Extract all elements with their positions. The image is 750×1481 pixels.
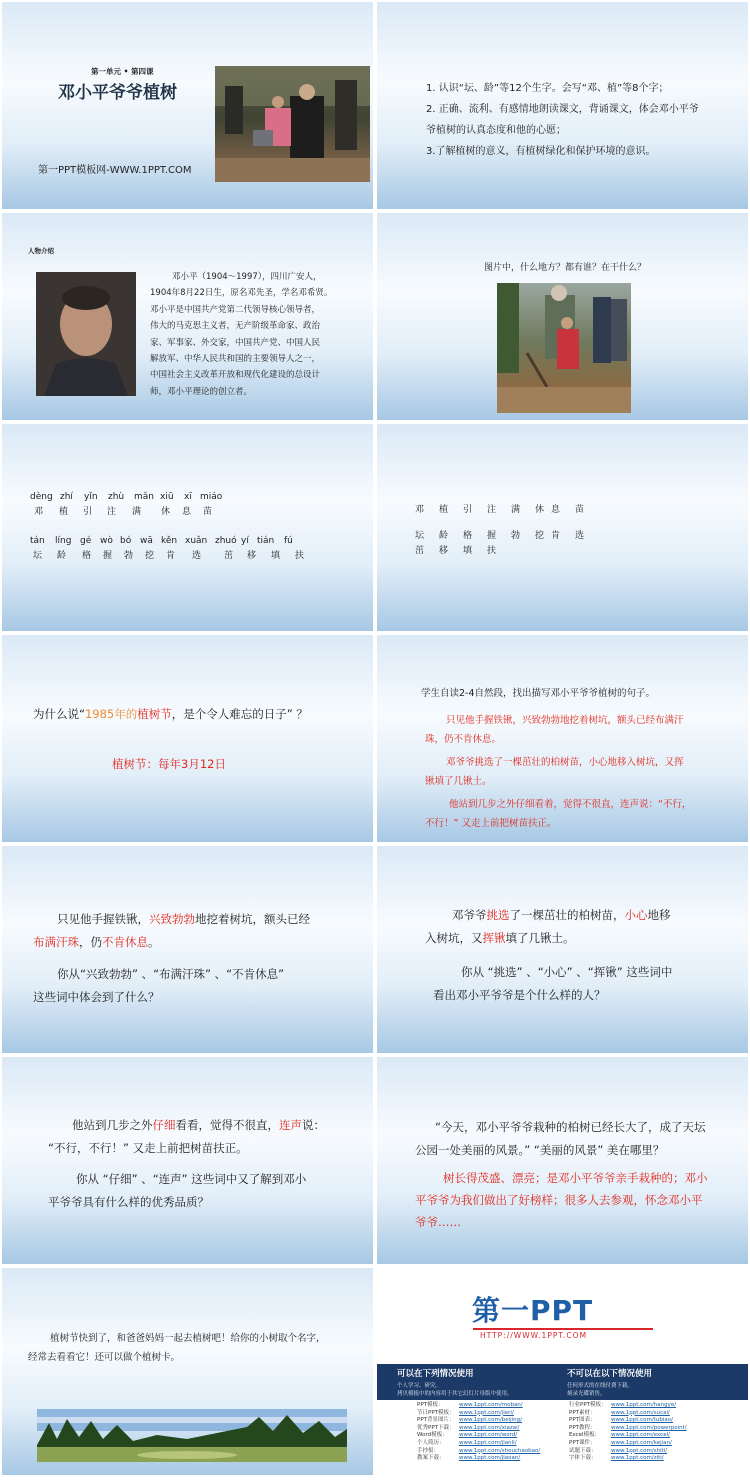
bio-line: 伟大的马克思主义者，无产阶级革命家、政治 bbox=[150, 321, 321, 332]
cannot-use-item: 刻录光碟销售。 bbox=[567, 1391, 606, 1398]
pinyin: kěn bbox=[161, 536, 178, 546]
sentence-text: 看看，觉得不很直， bbox=[175, 1118, 279, 1132]
character: 息 bbox=[182, 507, 192, 517]
question-line: 看出邓小平爷爷是个什么样的人？ bbox=[433, 988, 606, 1002]
slide-7-arbor-day[interactable] bbox=[2, 635, 373, 842]
character: 注 bbox=[487, 505, 497, 515]
link-key: 手抄报： bbox=[417, 1447, 440, 1454]
sentence-text: 入树坑，又 bbox=[425, 931, 483, 945]
link-url[interactable]: www.1ppt.com/powerpoint/ bbox=[611, 1424, 687, 1431]
character: 休 bbox=[535, 505, 545, 515]
pinyin: yí bbox=[241, 536, 249, 546]
link-key: PPT图表： bbox=[569, 1417, 596, 1424]
character: 茁 bbox=[415, 546, 425, 556]
pinyin: yǐn bbox=[84, 492, 98, 502]
question-line: 你从 “挑选” 、“小心” 、“挥锹” 这些词中 bbox=[461, 965, 673, 979]
link-key: 行业PPT模板： bbox=[569, 1402, 607, 1408]
answer-line: 平爷爷为我们做出了好榜样；很多人去参观，怀念邓小平 bbox=[415, 1193, 703, 1207]
bio-text bbox=[150, 269, 332, 400]
can-use-list bbox=[397, 1382, 513, 1399]
link-key: 试题下载： bbox=[569, 1447, 597, 1454]
slide-12-scenery[interactable] bbox=[377, 1057, 748, 1264]
usage-panel bbox=[377, 1364, 748, 1475]
character: 肯 bbox=[166, 551, 176, 561]
cannot-use-list bbox=[567, 1382, 633, 1399]
objective-line: 3.了解植树的意义，有植树绿化和保护环境的意识。 bbox=[426, 146, 656, 157]
character: 肯 bbox=[551, 531, 561, 541]
char-row-1 bbox=[415, 504, 595, 518]
link-key: PPT素材： bbox=[569, 1409, 596, 1416]
sentence-text: 地移 bbox=[647, 908, 671, 922]
highlight-word: 挥锹 bbox=[482, 931, 506, 945]
character: 满 bbox=[132, 507, 142, 517]
char-row-2 bbox=[415, 530, 595, 544]
pinyin-row-1 bbox=[30, 491, 226, 505]
link-url[interactable]: www.1ppt.com/ziti/ bbox=[611, 1455, 664, 1462]
pinyin: líng bbox=[55, 536, 72, 546]
logo-text: 第一PPT bbox=[472, 1294, 594, 1327]
pinyin: fú bbox=[284, 536, 293, 546]
character: 选 bbox=[575, 531, 585, 541]
link-key: 节日PPT模板： bbox=[417, 1409, 455, 1416]
objective-line: 爷植树的认真态度和他的心愿； bbox=[426, 125, 566, 136]
slide-11-word-analysis[interactable] bbox=[2, 1057, 373, 1264]
pinyin: gé bbox=[80, 536, 92, 546]
link-key: PPT教程： bbox=[569, 1424, 596, 1431]
link-key: Excel模板： bbox=[569, 1432, 601, 1439]
character: 引 bbox=[463, 505, 473, 515]
character: 苗 bbox=[203, 507, 213, 517]
quote-line: 锹填了几锹土。 bbox=[425, 776, 492, 787]
sentence-block bbox=[33, 908, 310, 954]
can-use-item: 个人学习、研究。 bbox=[397, 1383, 442, 1389]
site-label: 第一PPT模板网-WWW.1PPT.COM bbox=[38, 165, 192, 176]
link-url[interactable]: www.1ppt.com/kejian/ bbox=[611, 1439, 672, 1446]
brand-logo bbox=[472, 1295, 593, 1327]
highlight-word: 小心 bbox=[624, 908, 648, 922]
link-url[interactable]: www.1ppt.com/sucai/ bbox=[611, 1409, 670, 1416]
character: 选 bbox=[192, 551, 202, 561]
link-url[interactable]: www.1ppt.com/xiazai/ bbox=[459, 1424, 520, 1431]
link-key: 优秀PPT下载： bbox=[417, 1424, 455, 1431]
character: 格 bbox=[82, 551, 92, 561]
character: 握 bbox=[103, 551, 113, 561]
objective-line: 1. 认识“坛、龄”等12个生字。会写“邓、植”等8个字； bbox=[426, 83, 669, 94]
link-url[interactable]: www.1ppt.com/tubiao/ bbox=[611, 1417, 673, 1424]
sentence-text: 邓爷爷 bbox=[452, 908, 487, 922]
link-key: Word模板： bbox=[417, 1432, 448, 1439]
question-text: 为什么说“ bbox=[33, 707, 85, 721]
lesson-title: 邓小平爷爷植树 bbox=[58, 83, 177, 103]
character: 植 bbox=[439, 505, 449, 515]
highlight-word: 挑选 bbox=[486, 908, 510, 922]
bio-heading: 人物介绍 bbox=[28, 247, 54, 255]
character: 扶 bbox=[295, 551, 305, 561]
question-block bbox=[33, 963, 284, 1009]
pinyin: zhí bbox=[60, 492, 73, 502]
sentence-text: 地挖着树坑，额头已经 bbox=[195, 912, 310, 926]
pinyin: wò bbox=[100, 536, 113, 546]
quote-sentences bbox=[425, 711, 691, 833]
character: 勃 bbox=[511, 531, 521, 541]
arbor-day-answer: 植树节：每年3月12日 bbox=[112, 757, 226, 771]
pinyin: mǎn bbox=[134, 492, 154, 502]
character: 移 bbox=[439, 546, 449, 556]
link-url[interactable]: www.1ppt.com/jieri/ bbox=[459, 1409, 514, 1416]
bio-line: 解放军、中华人民共和国的主要领导人之一， bbox=[150, 354, 321, 365]
pinyin: wā bbox=[140, 536, 153, 546]
pinyin: xiū bbox=[160, 492, 174, 502]
links-left bbox=[417, 1402, 540, 1463]
link-url[interactable]: www.1ppt.com/beijing/ bbox=[459, 1417, 523, 1424]
pinyin: bó bbox=[120, 536, 132, 546]
slide-1-title[interactable] bbox=[2, 2, 373, 209]
portrait-photo bbox=[36, 272, 136, 396]
highlight-word: 仔细 bbox=[152, 1118, 176, 1132]
sentence-text: 了一棵茁壮的柏树苗， bbox=[509, 908, 625, 922]
character: 邓 bbox=[34, 507, 44, 517]
usage-band bbox=[377, 1364, 748, 1400]
quote-line: 邓爷爷挑选了一棵茁壮的柏树苗，小心地移入树坑，又挥 bbox=[446, 757, 684, 768]
question-line: 你从“兴致勃勃” 、“布满汗珠” 、“不肯休息” bbox=[57, 967, 285, 981]
slide-8-reading-task[interactable] bbox=[377, 635, 748, 842]
link-key: 个人简历： bbox=[417, 1439, 445, 1446]
sentence-block bbox=[48, 1114, 325, 1160]
sentence-text: “不行，不行！” 又走上前把树苗扶正。 bbox=[48, 1141, 248, 1155]
sentence-text: 只见他手握铁锹， bbox=[57, 912, 149, 926]
character: 龄 bbox=[57, 551, 67, 561]
character: 龄 bbox=[439, 531, 449, 541]
character: 坛 bbox=[33, 551, 43, 561]
forest-landscape-photo bbox=[37, 1409, 347, 1462]
character: 息 bbox=[551, 505, 561, 515]
lesson-subtitle: 第一单元 • 第四课 bbox=[91, 67, 154, 76]
scenery-question bbox=[415, 1116, 705, 1162]
highlight-word: 兴致勃勃 bbox=[149, 912, 195, 926]
question-line: “今天，邓小平爷爷栽种的柏树已经长大了，成了天坛 bbox=[435, 1120, 706, 1134]
character: 引 bbox=[83, 507, 93, 517]
slide-13-homework[interactable] bbox=[2, 1268, 373, 1475]
question-text: ，是个令人难忘的日子” ？ bbox=[171, 707, 308, 721]
character: 苗 bbox=[575, 505, 585, 515]
slide-9-word-analysis[interactable] bbox=[2, 846, 373, 1053]
arbor-day-question bbox=[33, 706, 308, 724]
pinyin: xuǎn bbox=[185, 536, 208, 546]
link-url[interactable]: www.1ppt.com/jiaoan/ bbox=[459, 1455, 521, 1462]
link-key: 字体下载： bbox=[569, 1455, 597, 1462]
highlight-word: 不肯休息 bbox=[102, 935, 148, 949]
char-row-2 bbox=[33, 550, 315, 564]
slide-5-pinyin-characters[interactable] bbox=[2, 424, 373, 631]
character: 移 bbox=[247, 551, 257, 561]
character: 茁 bbox=[224, 551, 234, 561]
answer-line: 爷爷…… bbox=[415, 1215, 461, 1229]
character: 满 bbox=[511, 505, 521, 515]
bio-line: 邓小平（1904～1997），四川广安人， bbox=[172, 272, 322, 282]
character: 邓 bbox=[415, 505, 425, 515]
answer-line: 树长得茂盛、漂亮；是邓小平爷爷亲手栽种的；邓小 bbox=[443, 1171, 708, 1185]
tree-planting-photo bbox=[215, 66, 370, 182]
character: 格 bbox=[463, 531, 473, 541]
link-key: PPT课件： bbox=[569, 1439, 596, 1446]
pinyin: zhù bbox=[108, 492, 125, 502]
quote-line: 只见他手握铁锹，兴致勃勃地挖着树坑，额头已经布满汗 bbox=[446, 715, 684, 726]
pinyin: dèng bbox=[30, 492, 53, 502]
question-line: 平爷爷具有什么样的优秀品质？ bbox=[48, 1195, 209, 1209]
character: 植 bbox=[59, 507, 69, 517]
link-url[interactable]: www.1ppt.com/jianli/ bbox=[459, 1439, 517, 1446]
can-use-title: 可以在下列情况使用 bbox=[397, 1369, 474, 1379]
sentence-text: ，仍 bbox=[79, 935, 102, 949]
slide-10-word-analysis[interactable] bbox=[377, 846, 748, 1053]
pinyin: tián bbox=[257, 536, 275, 546]
brand-url[interactable]: HTTP://WWW.1PPT.COM bbox=[480, 1331, 588, 1340]
pinyin: zhuó bbox=[215, 536, 237, 546]
question-block bbox=[48, 1168, 306, 1214]
quote-line: 珠，仍不肯休息。 bbox=[425, 734, 502, 745]
objectives-list bbox=[426, 78, 699, 162]
quote-line: 不行！” 又走上前把树苗扶正。 bbox=[425, 818, 557, 829]
pinyin: miáo bbox=[200, 492, 223, 502]
character: 注 bbox=[107, 507, 117, 517]
slide-3-biography[interactable] bbox=[2, 213, 373, 420]
bio-line: 邓小平是中国共产党第二代领导核心领导者， bbox=[150, 304, 321, 315]
character: 坛 bbox=[415, 531, 425, 541]
slide-2-objectives[interactable] bbox=[377, 2, 748, 209]
link-url[interactable]: www.1ppt.com/moban/ bbox=[459, 1402, 523, 1408]
quote-line: 他站到几步之外仔细看着，觉得不很直，连声说：“不行， bbox=[449, 799, 692, 810]
link-key: PPT模板： bbox=[417, 1402, 444, 1408]
sentence-text: 。 bbox=[148, 935, 160, 949]
bio-line: 家、军事家、外交家，中国共产党、中国人民 bbox=[150, 337, 321, 348]
bio-line: 1904年8月22日生，原名邓先圣，学名邓希贤。 bbox=[150, 288, 333, 299]
character: 休 bbox=[161, 507, 171, 517]
char-row-1 bbox=[34, 506, 225, 520]
slide-6-characters[interactable] bbox=[377, 424, 748, 631]
question-block bbox=[433, 961, 672, 1007]
highlight-word: 连声 bbox=[279, 1118, 302, 1132]
character: 握 bbox=[487, 531, 497, 541]
objective-line: 2. 正确、流利、有感情地朗读课文，背诵课文，体会邓小平爷 bbox=[426, 104, 699, 115]
planting-scene-photo bbox=[497, 283, 631, 413]
scenery-answer bbox=[415, 1167, 708, 1233]
link-url[interactable]: www.1ppt.com/word/ bbox=[459, 1432, 518, 1439]
question-line: 这些词中体会到了什么？ bbox=[33, 990, 160, 1004]
character: 填 bbox=[271, 551, 281, 561]
bio-line: 中国社会主义改革开放和现代化建设的总设计 bbox=[150, 370, 321, 381]
can-use-item: 拷贝模板中的内容用于其它幻灯片母版中使用。 bbox=[397, 1391, 513, 1398]
highlight-word: 布满汗珠 bbox=[33, 935, 79, 949]
slide-4-picture-question[interactable] bbox=[377, 213, 748, 420]
char-row-3 bbox=[415, 545, 511, 559]
character: 勃 bbox=[124, 551, 134, 561]
sentence-text: 说： bbox=[302, 1118, 325, 1132]
character: 挖 bbox=[535, 531, 545, 541]
pinyin: tán bbox=[30, 536, 45, 546]
slide-14-ppt-template-info[interactable] bbox=[377, 1268, 748, 1475]
character: 填 bbox=[463, 546, 473, 556]
sentence-text: 填了几锹土。 bbox=[505, 931, 575, 945]
question-line: 公园一处美丽的风景。” “美丽的风景” 美在哪里？ bbox=[415, 1143, 665, 1157]
homework-line: 经常去看看它！还可以做个植树卡。 bbox=[28, 1352, 181, 1363]
homework-text bbox=[28, 1329, 326, 1367]
sentence-text: 他站到几步之外 bbox=[72, 1118, 153, 1132]
question-highlight-day: 植树节 bbox=[137, 707, 172, 721]
picture-question: 图片中，什么地方？都有谁？在干什么？ bbox=[484, 263, 647, 273]
character: 扶 bbox=[487, 546, 497, 556]
link-url[interactable]: www.1ppt.com/excel/ bbox=[611, 1432, 670, 1439]
link-key: PPT背景图片： bbox=[417, 1417, 455, 1424]
homework-line: 植树节快到了，和爸爸妈妈一起去植树吧！给你的小树取个名字， bbox=[50, 1333, 326, 1344]
sentence-block bbox=[425, 904, 671, 950]
question-line: 你从 “仔细” 、“连声” 这些词中又了解到邓小 bbox=[76, 1172, 307, 1186]
link-url[interactable]: www.1ppt.com/shiti/ bbox=[611, 1447, 668, 1454]
question-highlight-year: 1985年的 bbox=[84, 707, 138, 721]
link-url[interactable]: www.1ppt.com/hangye/ bbox=[611, 1402, 677, 1408]
cannot-use-title: 不可以在以下情况使用 bbox=[567, 1369, 653, 1379]
reading-instruction: 学生自读2-4自然段，找出描写邓小平爷爷植树的句子。 bbox=[421, 688, 656, 699]
bio-line: 师，邓小平理论的创立者。 bbox=[150, 386, 253, 397]
link-url[interactable]: www.1ppt.com/shouchaobao/ bbox=[459, 1447, 541, 1454]
cannot-use-item: 任何形式的在线付费下载。 bbox=[567, 1383, 634, 1389]
pinyin: xī bbox=[184, 492, 192, 502]
pinyin-row-2 bbox=[30, 535, 304, 549]
links-right bbox=[569, 1402, 687, 1463]
link-key: 教案下载： bbox=[417, 1455, 445, 1462]
character: 挖 bbox=[145, 551, 155, 561]
